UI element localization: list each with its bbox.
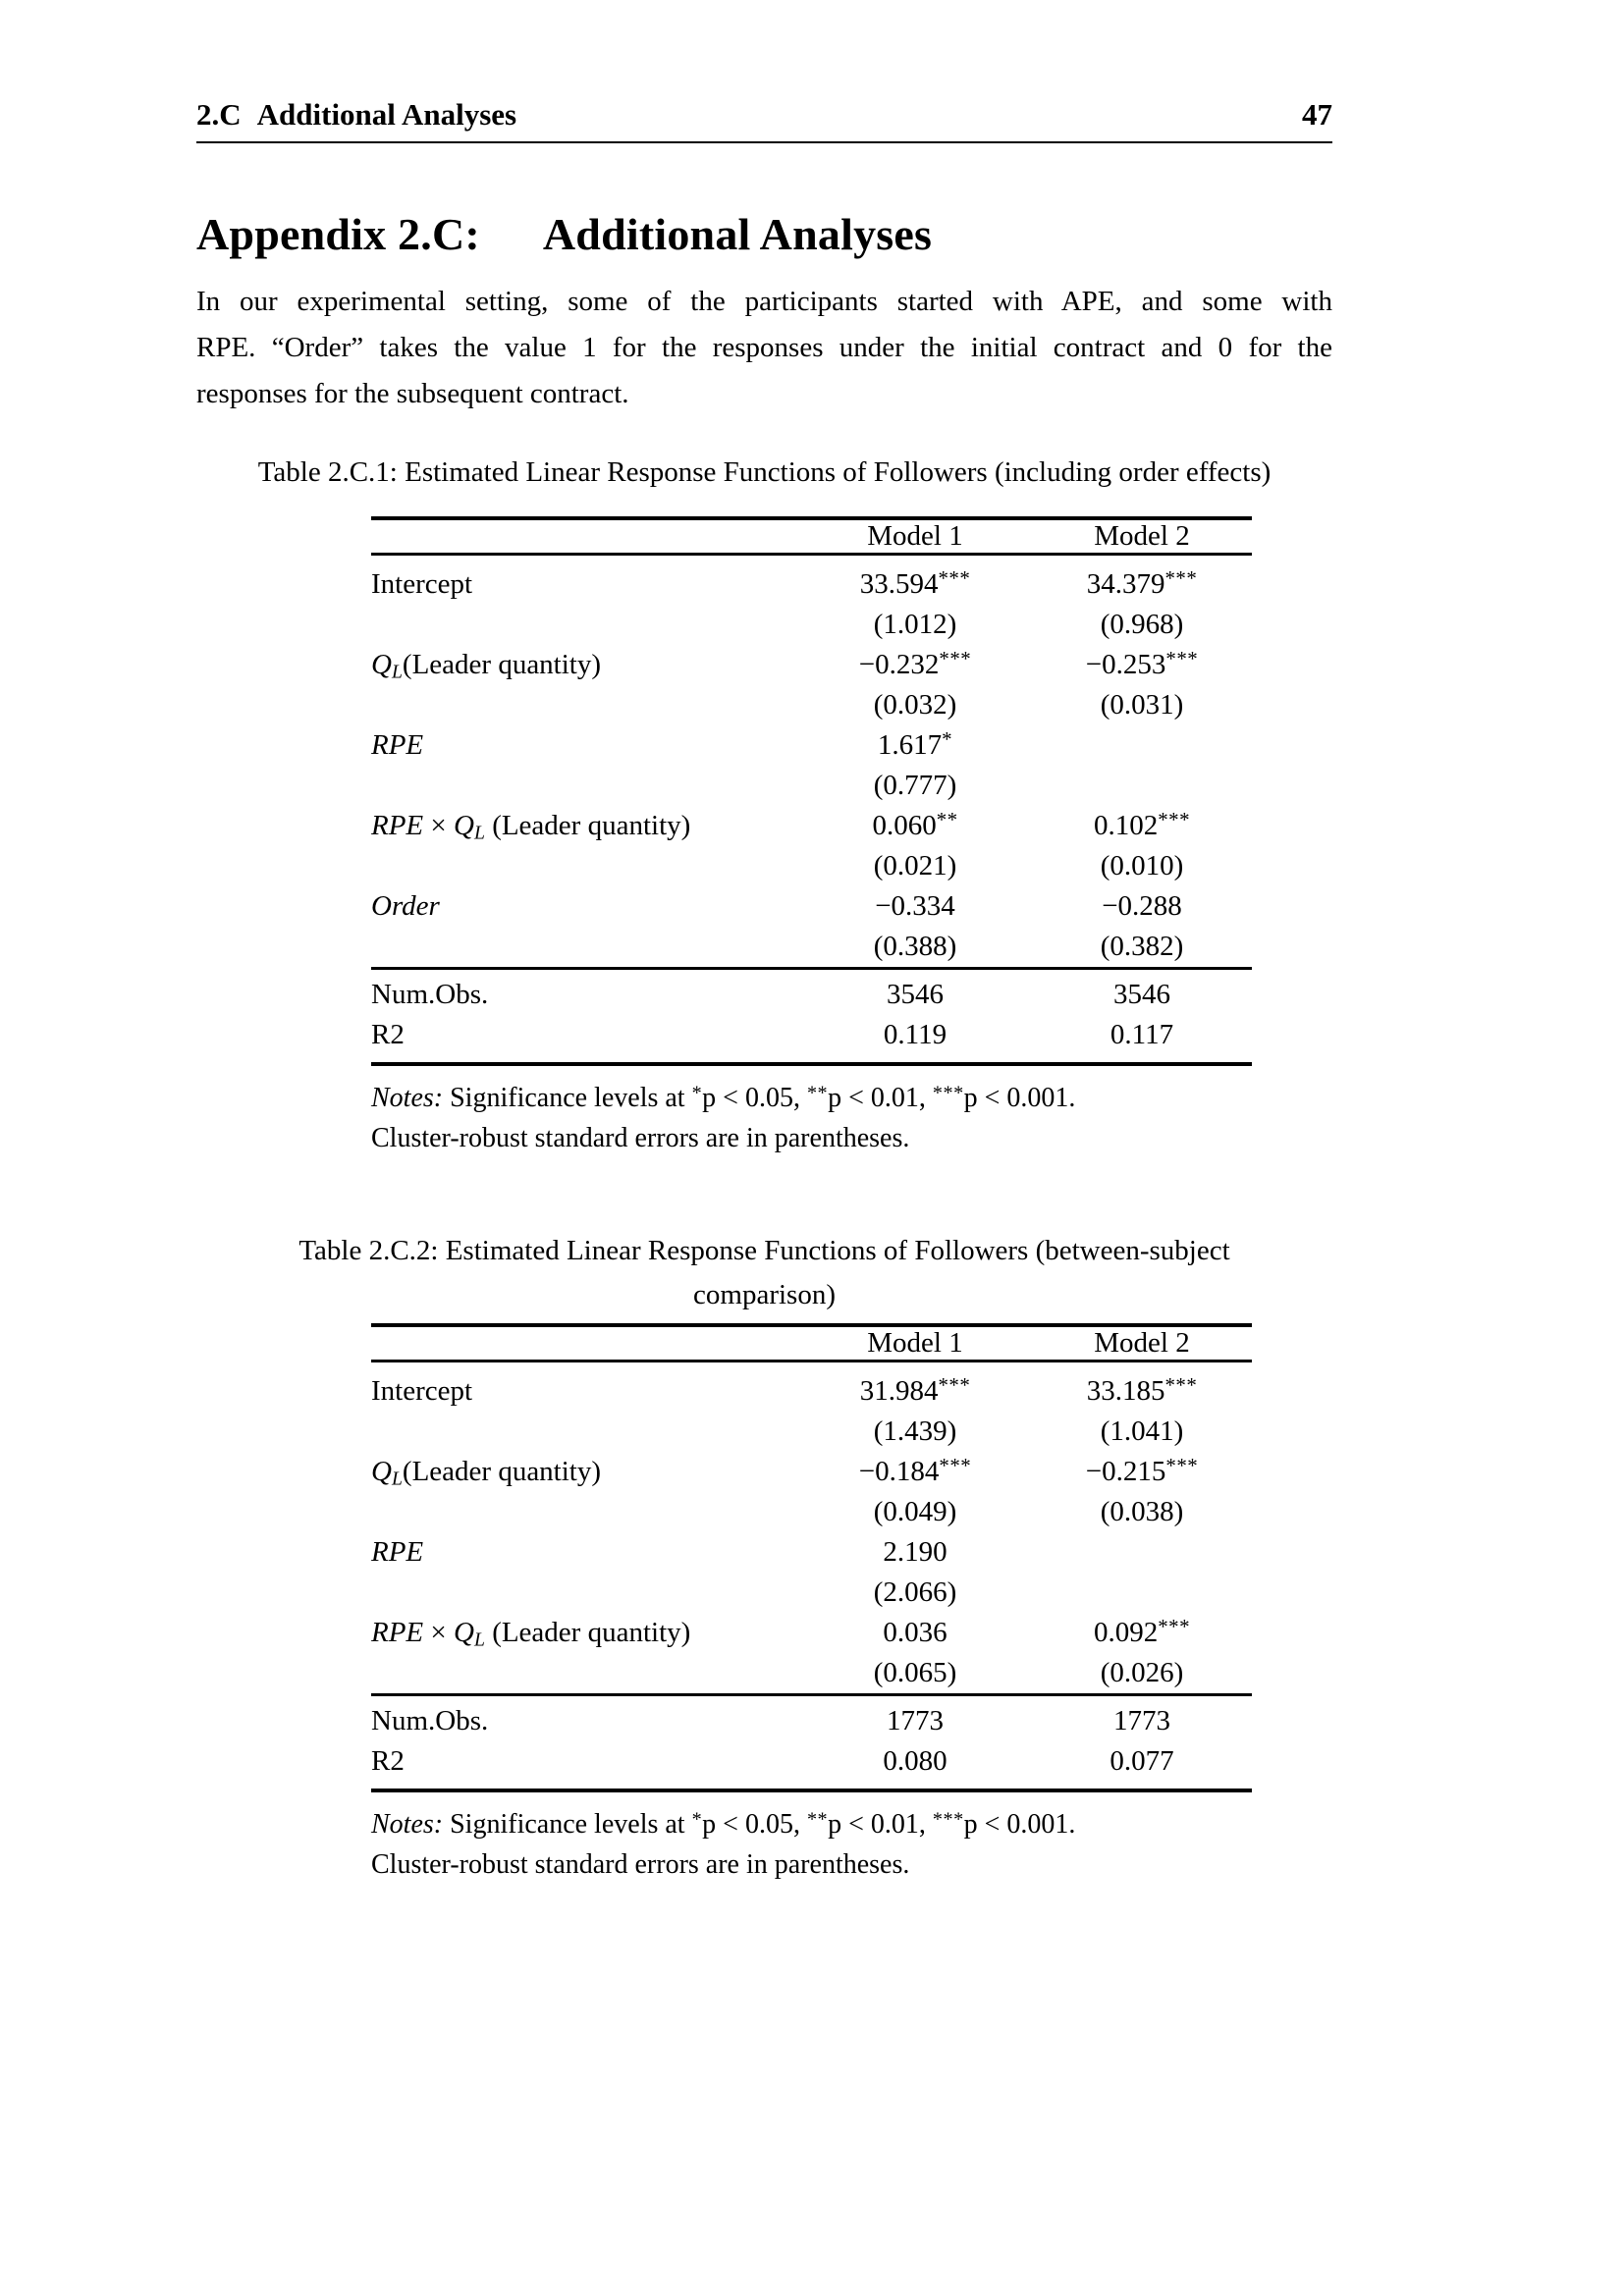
model2-stderr: (0.382) — [1100, 931, 1184, 962]
stderr-row — [371, 605, 1252, 645]
text-run: p < 0.01, — [828, 1809, 933, 1840]
header-row — [371, 1325, 1252, 1362]
empty-cell — [371, 605, 798, 645]
significance-stars: *** — [1164, 1373, 1198, 1398]
intro-line: RPE. “Order” takes the value 1 for the responses under the initial contract and 0 for the — [196, 332, 1332, 363]
coefficient-label — [371, 1362, 798, 1413]
caption-line: Table 2.C.2: Estimated Linear Response Functions of Followers (between-subject — [298, 1235, 1230, 1266]
text-run: * — [691, 1082, 703, 1104]
model2-estimate: 0.102*** — [1093, 808, 1191, 841]
coefficient-row — [371, 1532, 1252, 1573]
model1-estimate: −0.334 — [875, 890, 955, 922]
table-2c1-notes — [371, 1078, 1252, 1158]
table-2c1-section — [196, 451, 1332, 1158]
stat-label: Num.Obs. — [371, 979, 489, 1010]
model2-estimate: 34.379*** — [1086, 566, 1198, 600]
intro-line: In our experimental setting, some of the participants started with APE, and some with — [196, 286, 1332, 317]
stderr-row — [371, 766, 1252, 806]
model2-stat: 0.077 — [1110, 1745, 1174, 1777]
significance-stars: *** — [938, 566, 971, 591]
text-run: ** — [806, 1808, 829, 1831]
text-run: (Leader quantity) — [484, 1617, 691, 1648]
stderr-row — [371, 1653, 1252, 1695]
text-run: Notes: — [371, 1083, 444, 1113]
empty-cell — [371, 846, 798, 886]
caption-line: comparison) — [693, 1279, 836, 1310]
model1-stderr: (1.012) — [873, 609, 957, 640]
text-run: RPE — [371, 1536, 424, 1568]
model1-estimate: −0.232*** — [858, 647, 972, 680]
stat-row — [371, 1741, 1252, 1790]
model2-estimate: 33.185*** — [1086, 1373, 1198, 1407]
empty-cell — [371, 1412, 798, 1452]
intro-paragraph — [196, 279, 1332, 417]
significance-stars: ** — [936, 808, 958, 832]
section-title: Additional Analyses — [256, 97, 517, 132]
column-header-model1: Model 1 — [798, 1325, 1032, 1362]
model2-stderr: (1.041) — [1100, 1415, 1184, 1447]
text-run: Q — [454, 810, 474, 841]
coefficient-label — [371, 555, 798, 606]
model1-stat: 0.080 — [883, 1745, 947, 1777]
text-run: p < 0.01, — [828, 1083, 933, 1113]
text-run: × — [423, 810, 455, 841]
model1-estimate: 31.984*** — [859, 1373, 971, 1407]
text-run: ** — [806, 1082, 829, 1104]
model1-stat: 0.119 — [883, 1019, 947, 1050]
table-2c2-notes — [371, 1804, 1252, 1885]
stderr-row — [371, 927, 1252, 969]
text-run: p < 0.001. — [963, 1083, 1076, 1113]
regression-table-2c1 — [371, 516, 1252, 1066]
coefficients-body — [371, 555, 1252, 969]
coefficient-row — [371, 886, 1252, 927]
text-run: L — [391, 1468, 403, 1490]
model2-estimate — [1032, 1532, 1252, 1573]
text-run: (Leader quantity) — [402, 649, 602, 680]
significance-stars: *** — [1165, 647, 1199, 671]
stat-label: R2 — [371, 1019, 405, 1050]
running-header-section — [196, 98, 516, 131]
stats-body — [371, 1695, 1252, 1791]
significance-stars: *** — [939, 647, 972, 671]
header-empty-cell — [371, 518, 798, 555]
coefficient-row — [371, 725, 1252, 766]
significance-stars: *** — [938, 1373, 971, 1398]
significance-stars: *** — [1158, 808, 1191, 832]
header-row — [371, 518, 1252, 555]
model2-stderr — [1032, 766, 1252, 806]
column-header-model2: Model 2 — [1032, 518, 1252, 555]
coefficient-label — [371, 1613, 798, 1653]
significance-stars: *** — [939, 1454, 972, 1478]
section-number: 2.C — [196, 97, 242, 132]
significance-stars: * — [942, 727, 953, 752]
coefficient-row — [371, 645, 1252, 685]
text-run: L — [473, 1629, 485, 1651]
model2-stderr — [1032, 1573, 1252, 1613]
coefficient-label — [371, 645, 798, 685]
text-run: Notes: — [371, 1809, 444, 1840]
text-run: RPE — [371, 810, 424, 841]
model2-estimate: 0.092*** — [1093, 1615, 1191, 1648]
stat-row — [371, 1695, 1252, 1742]
text-run: Q — [454, 1617, 474, 1648]
running-header — [196, 98, 1332, 143]
model1-stderr: (0.021) — [873, 850, 957, 881]
regression-table-2c2 — [371, 1323, 1252, 1792]
model1-stat: 3546 — [887, 979, 944, 1010]
stderr-row — [371, 1412, 1252, 1452]
text-run: RPE — [371, 729, 424, 761]
table-2c1-caption — [196, 451, 1332, 495]
model1-stderr: (0.388) — [873, 931, 957, 962]
stderr-row — [371, 846, 1252, 886]
empty-cell — [371, 927, 798, 969]
empty-cell — [371, 1653, 798, 1695]
model1-stderr: (1.439) — [873, 1415, 957, 1447]
text-run: *** — [932, 1082, 964, 1104]
coefficient-label — [371, 886, 798, 927]
coefficient-label — [371, 806, 798, 846]
model1-estimate: 1.617* — [877, 727, 953, 761]
empty-cell — [371, 685, 798, 725]
model1-stderr: (0.032) — [873, 689, 957, 721]
notes-line — [371, 1078, 1252, 1118]
stderr-row — [371, 1492, 1252, 1532]
text-run: Significance levels at — [443, 1809, 692, 1840]
text-run: × — [423, 1617, 455, 1648]
model1-stderr: (2.066) — [873, 1576, 957, 1608]
model1-estimate: 0.036 — [883, 1617, 947, 1648]
model1-stderr: (0.065) — [873, 1657, 957, 1688]
table-2c2-section — [196, 1229, 1332, 1885]
stderr-row — [371, 685, 1252, 725]
model2-stderr: (0.038) — [1100, 1496, 1184, 1527]
stat-label: R2 — [371, 1745, 405, 1777]
text-run: Intercept — [371, 568, 473, 600]
text-run: p < 0.001. — [963, 1809, 1076, 1840]
coefficients-body — [371, 1362, 1252, 1695]
model1-stderr: (0.049) — [873, 1496, 957, 1527]
model1-estimate: −0.184*** — [858, 1454, 972, 1487]
significance-stars: *** — [1164, 566, 1198, 591]
text-run: Q — [371, 649, 392, 680]
model2-stat: 1773 — [1113, 1705, 1170, 1736]
empty-cell — [371, 1573, 798, 1613]
text-run: Order — [371, 890, 440, 922]
text-run: L — [473, 822, 485, 844]
text-run: Significance levels at — [443, 1083, 692, 1113]
coefficient-row — [371, 555, 1252, 606]
text-run: (Leader quantity) — [484, 810, 691, 841]
text-run: (Leader quantity) — [402, 1456, 602, 1487]
coefficient-row — [371, 806, 1252, 846]
model2-stderr: (0.031) — [1100, 689, 1184, 721]
model1-estimate: 33.594*** — [859, 566, 971, 600]
intro-line: responses for the subsequent contract. — [196, 378, 629, 409]
model2-stat: 0.117 — [1110, 1019, 1174, 1050]
text-run: p < 0.05, — [702, 1083, 807, 1113]
empty-cell — [371, 1492, 798, 1532]
notes-line — [371, 1804, 1252, 1844]
model1-estimate: 0.060** — [872, 808, 958, 841]
significance-stars: *** — [1165, 1454, 1199, 1478]
coefficient-label — [371, 1532, 798, 1573]
coefficient-row — [371, 1613, 1252, 1653]
stat-label: Num.Obs. — [371, 1705, 489, 1736]
empty-cell — [371, 766, 798, 806]
model2-estimate: −0.253*** — [1085, 647, 1199, 680]
notes-line: Cluster-robust standard errors are in parentheses. — [371, 1849, 910, 1880]
column-header-model1: Model 1 — [798, 518, 1032, 555]
stat-row — [371, 1015, 1252, 1064]
page-title — [196, 210, 1332, 259]
text-run: L — [391, 661, 403, 683]
model2-stat: 3546 — [1113, 979, 1170, 1010]
caption-line: Table 2.C.1: Estimated Linear Response Functions of Followers (including order effects) — [257, 456, 1272, 488]
model2-estimate — [1032, 725, 1252, 766]
text-run: RPE — [371, 1617, 424, 1648]
column-header-model2: Model 2 — [1032, 1325, 1252, 1362]
table-2c2-caption — [196, 1229, 1332, 1317]
model2-estimate: −0.215*** — [1085, 1454, 1199, 1487]
significance-stars: *** — [1158, 1615, 1191, 1639]
stats-body — [371, 969, 1252, 1065]
text-run: *** — [932, 1808, 964, 1831]
coefficient-row — [371, 1452, 1252, 1492]
text-run: * — [691, 1808, 703, 1831]
header-empty-cell — [371, 1325, 798, 1362]
coefficient-row — [371, 1362, 1252, 1413]
stderr-row — [371, 1573, 1252, 1613]
text-run: p < 0.05, — [702, 1809, 807, 1840]
stat-row — [371, 969, 1252, 1016]
model2-stderr: (0.026) — [1100, 1657, 1184, 1688]
appendix-number: Appendix 2.C: — [196, 209, 480, 259]
coefficient-label — [371, 725, 798, 766]
model1-stderr: (0.777) — [873, 770, 957, 801]
text-run: Intercept — [371, 1375, 473, 1407]
appendix-title: Additional Analyses — [542, 209, 933, 259]
model2-stderr: (0.010) — [1100, 850, 1184, 881]
model2-estimate: −0.288 — [1102, 890, 1182, 922]
page-number: 47 — [1302, 97, 1332, 132]
model1-estimate: 2.190 — [883, 1536, 947, 1568]
model1-stat: 1773 — [887, 1705, 944, 1736]
notes-line: Cluster-robust standard errors are in parentheses. — [371, 1123, 910, 1153]
coefficient-label — [371, 1452, 798, 1492]
text-run: Q — [371, 1456, 392, 1487]
model2-stderr: (0.968) — [1100, 609, 1184, 640]
